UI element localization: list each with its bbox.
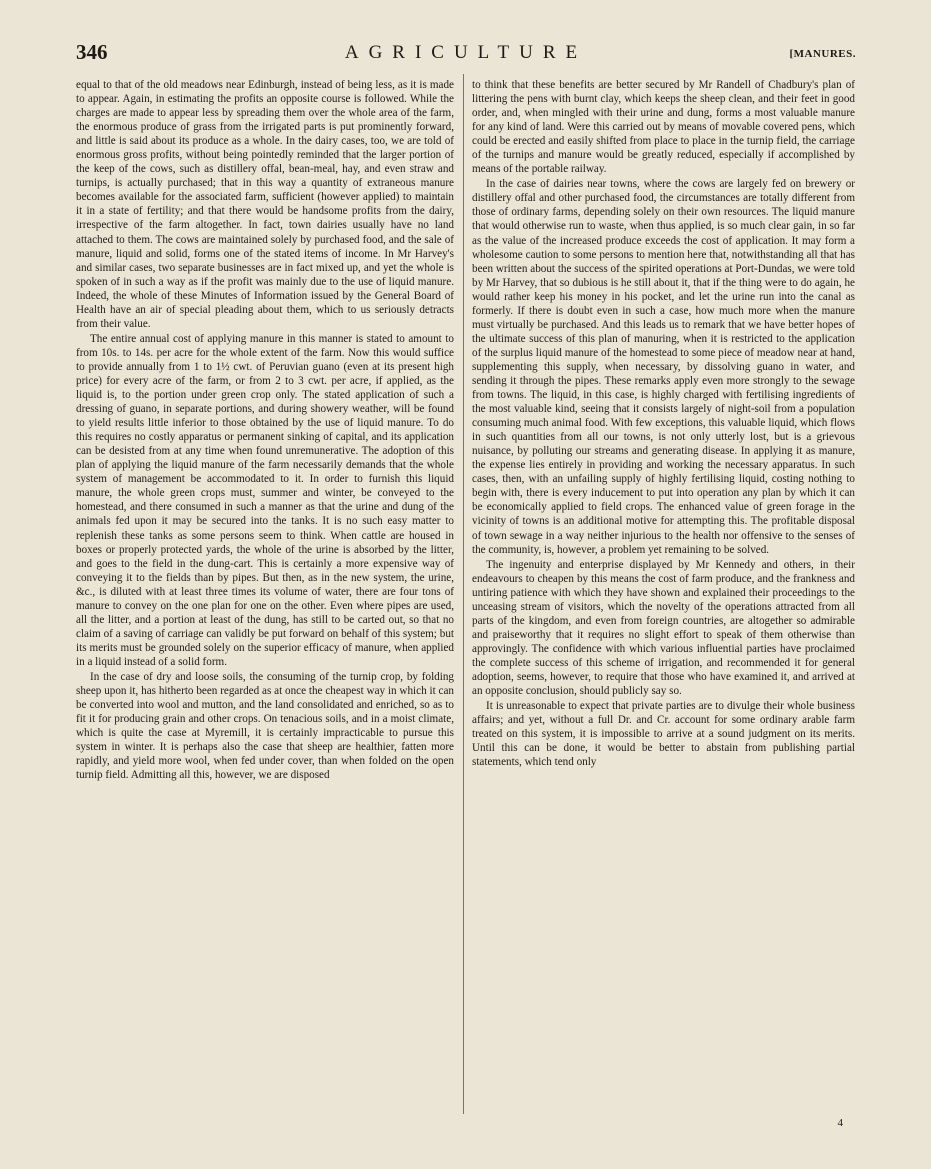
catchword: 4 [837,1117,843,1129]
paragraph: to think that these benefits are better secured by Mr Randell of Chadbury's plan of littering the pens with burnt clay, which keeps the sheep clean, and their feet in good order, and, when mingled with their urine and dung, forms a most valuable manure for any kind of land. Were this carried out by means of movable covered pens, which could be erected and easily shifted from place to place in the turnip field, the carriage of the turnips and manure would be greatly reduced, especially if accomplished by means of the portable railway. [472,79,855,176]
page-header [76,40,856,66]
page-number: 346 [76,40,108,64]
column-divider [463,74,464,1114]
left-column [76,78,454,782]
running-title: AGRICULTURE [344,42,588,63]
paragraph: In the case of dry and loose soils, the consuming of the turnip crop, by folding sheep upon it, has hitherto been regarded as at once the cheapest way in which it can be converted into wool and mutton, and the land consolidated and enriched, so as to fit it for producing grain and other crops. On tenacious soils, and in a moist climate, which is quite the case at Myremill, it is certainly impracticable to pursue this system in winter. It is perhaps also the case that sheep are healthier, fatten more rapidly, and yield more wool, when fed under cover, than when folded on the open turnip field. Admitting all this, however, we are disposed [76,670,454,782]
right-column [472,78,855,769]
paragraph: In the case of dairies near towns, where the cows are largely fed on brewery or distillery offal and other purchased food, the circumstances are totally different from those of ordinary farms, depending solely on their own resources. The liquid manure that would otherwise run to waste, when thus applied, is so much clear gain, in so far as the value of the increased produce exceeds the cost of application. It may form a wholesome caution to some persons to mention here that, notwithstanding all that has been written about the success of the spirited operations at Port-Dundas, we were told by Mr Harvey, that so dubious is he still about it, that if the thing were to do again, he would rather keep his money in his pocket, and let the urine run into the canal as formerly. If there is doubt even in such a case, how much more when the manure must virtually be purchased. And this leads us to remark that we have better hopes of the ultimate success of this plan of manuring, when it is restricted to the application of the surplus liquid manure of the homestead to some piece of meadow near at hand, supplementing this supply, when necessary, by dissolving guano in water, and sending it through the pipes. These remarks apply even more strongly to the sewage from towns. The liquid, in this case, is highly charged with fertilising ingredients of the most valuable kind, seeing that it consists largely of night-soil from a population consuming much animal food. With few exceptions, this valuable liquid, which flows in such quantities from all our towns, is not only utterly lost, but is a grievous nuisance, by polluting our streams and generating disease. In applying it as manure, the expense lies entirely in providing and working the necessary apparatus. In such cases, then, with an unfailing supply of highly fertilising liquid, costing nothing to begin with, there is every inducement to put into operation any plan by which it can be economically applied to field crops. The enhanced value of green forage in the vicinity of towns is an additional motive for attempting this. The profitable disposal of town sewage in a way neither injurious to the health nor offensive to the senses of the community, is, however, a problem yet remaining to be solved. [472,178,855,556]
paragraph: It is unreasonable to expect that private parties are to divulge their whole business affairs; and yet, without a full Dr. and Cr. account for some ordinary arable farm treated on this system, it is impossible to arrive at a sound judgment on its merits. Until this can be done, it would be better to abstain from publishing partial statements, which tend only [472,700,855,769]
paragraph: The ingenuity and enterprise displayed by Mr Kennedy and others, in their endeavours to cheapen by this means the cost of farm produce, and the frankness and untiring patience with which they have shown and explained their proceedings to the unceasing stream of visitors, which the novelty of the operations attracted from all parts of the kingdom, and even from foreign countries, are altogether so admirable and praiseworthy that it requires no slight effort to speak of them otherwise than approvingly. The confidence with which various influential parties have proclaimed the complete success of this scheme of irrigation, and recommended it for general adoption, seems, however, to require that those who have examined it, and arrived at an opposite conclusion, should publicly say so. [472,558,855,698]
section-tag: [MANURES. [789,48,856,60]
paragraph: The entire annual cost of applying manure in this manner is stated to amount to from 10s. to 14s. per acre for the whole extent of the farm. Now this would suffice to provide annually from 1 to 1½ cwt. of Peruvian guano (even at its present high price) for every acre of the farm, or from 2 to 3 cwt. per acre, if applied, as the liquid is, to the portion under green crop only. The stated application of such a dressing of guano, in separate portions, and during showery weather, will be found to yield results little inferior to those obtained by the use of liquid manure. To do this requires no costly apparatus or permanent sinking of capital, and its application can be desisted from at any time when found unremunerative. The adoption of this plan of applying the liquid manure of the farm necessarily demands that the whole system of management be accommodated to it. In order to furnish this liquid manure, the whole green crops must, summer and winter, be conveyed to the homestead, and there consumed in such a manner as that the urine and dung of the animals fed upon it may be secured into the tanks. It is no such easy matter to replenish these tanks as some persons seem to think. When cattle are housed in boxes or properly protected yards, the whole of the urine is absorbed by the litter, and goes to the field in the dung-cart. This is certainly a more expensive way of conveying it to the fields than by pipes. But then, as in the new system, the urine, &c., is diluted with at least three times its volume of water, there are four tons of manure to convey on the one plan for one on the other. Even where pipes are used, all the litter, and a portion at least of the dung, has still to be carted out, so that no claim of a saving of carriage can validly be put forward on behalf of this system; but its merits must be grounded solely on the superior efficacy of manure, when applied in a liquid instead of a solid form. [76,332,454,668]
paragraph: equal to that of the old meadows near Edinburgh, instead of being less, as it is made to appear. Again, in estimating the profits an opposite course is followed. While the charges are made to appear less by spreading them over the whole area of the farm, the enormous produce of grass from the irrigated parts is put prominently forward, and little is said about its produce as a whole. In the dairy cases, too, we are told of enormous gross profits, without being pointedly reminded that the larger portion of the keep of the cows, such as distillery offal, bean-meal, hay, and even straw and turnips, is actually purchased; that in this way a quantity of extraneous manure becomes available for the associated farm, sufficient (however applied) to maintain it in a state of fertility; and that there would be handsome profits from the dairy, irrespective of the farm altogether. In fact, town dairies usually have no land attached to them. The cows are maintained solely by purchased food, and the sale of manure, liquid and solid, forms one of the stated items of income. In Mr Harvey's and similar cases, two separate businesses are in fact mixed up, and yet the whole is spoken of in such a way as if the profit was mainly due to the use of liquid manure. Indeed, the whole of these Minutes of Information issued by the General Board of Health have an air of special pleading about them, which to us seriously detracts from their value. [76,79,454,330]
